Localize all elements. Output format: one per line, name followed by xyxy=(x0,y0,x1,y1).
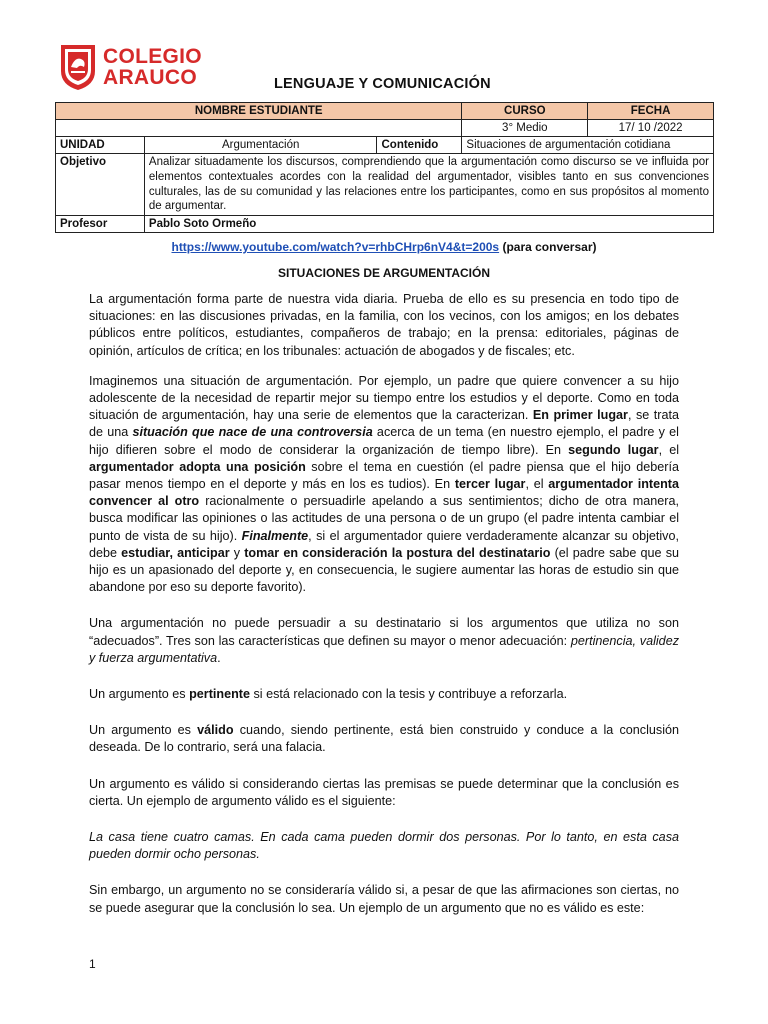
paragraph-8: Sin embargo, un argumento no se consideraría válido si, a pesar de que las afirmaciones son ciertas, no se puede asegurar que la conclusión lo sea. Un ejemplo de un argumento que no es válido es este: xyxy=(89,883,679,915)
text-run: (el padre sabe que su hijo es un apasionado del deporte y, en consecuencia, le sugiere aumentar las horas de estudio sin que abandone por eso su deporte favorito). xyxy=(89,545,679,595)
content-value: Situaciones de argumentación cotidiana xyxy=(462,137,714,154)
teacher-value: Pablo Soto Ormeño xyxy=(144,216,713,233)
date-value: 17/ 10 /2022 xyxy=(588,120,714,137)
header-course: CURSO xyxy=(462,103,588,120)
text-run-bold: estudiar, anticipar xyxy=(121,545,230,560)
text-run-bold: tomar en consideración la postura del destinatario xyxy=(244,545,551,560)
objective-label: Objetivo xyxy=(56,154,145,216)
page-number: 1 xyxy=(89,957,96,971)
youtube-link[interactable]: https://www.youtube.com/watch?v=rhbCHrp6nV4&t=200s xyxy=(171,240,500,254)
student-name-cell[interactable] xyxy=(56,120,462,137)
student-info-table xyxy=(55,102,714,233)
text-run: , si el argumentador quiere verdaderamente alcanzar su objetivo, debe xyxy=(89,528,679,560)
logo-line-2: ARAUCO xyxy=(103,66,197,89)
paragraph-2 xyxy=(89,373,679,597)
text-run: Imaginemos una situación de argumentación. Por ejemplo, un padre que quiere convencer a su hijo adolescente de la necesidad de repartir mejor su tiempo entre los estudios y el deporte. Como en toda situación de argumentación, hay una serie de elementos que la caracterizan. xyxy=(89,373,679,423)
text-run-bold: argumentador adopta una posición xyxy=(89,459,306,474)
text-run: . xyxy=(217,650,221,665)
body-text xyxy=(89,291,679,930)
table-row xyxy=(56,103,714,120)
text-run: , el xyxy=(658,442,679,457)
header-student: NOMBRE ESTUDIANTE xyxy=(56,103,462,120)
text-run: , el xyxy=(525,477,549,492)
text-run-bold: pertinente xyxy=(189,687,250,702)
teacher-label: Profesor xyxy=(56,216,145,233)
paragraph-1: La argumentación forma parte de nuestra vida diaria. Prueba de ello es su presencia en todo tipo de situaciones: en las discusiones privadas, en la familia, con los vecinos, con los amigos; en los debates públicos entre políticos, estudiantes, compañeros de trabajo; en la prensa: editoriales, páginas de opinión, artículos de crítica; en los tribunales: actuación de abogados y de fiscales; etc. xyxy=(89,292,679,358)
text-run-italic: pertinencia, validez y fuerza argumentativa xyxy=(89,633,679,665)
logo-line-1: COLEGIO xyxy=(103,45,202,68)
document-title: LENGUAJE Y COMUNICACIÓN xyxy=(274,76,491,92)
text-run: y xyxy=(229,545,245,560)
paragraph-5 xyxy=(89,722,679,756)
text-run: racionalmente o persuadirle apelando a sus sentimientos; dicho de otra manera, busca modificar las opiniones o las actitudes de una persona o de un grupo (el padre intenta cambiar el punto de vista de su hijo). xyxy=(89,494,680,543)
text-run-bold-italic: Finalmente xyxy=(241,528,309,543)
unit-label: UNIDAD xyxy=(56,137,145,154)
video-link-line xyxy=(0,240,768,254)
table-row xyxy=(56,154,714,216)
text-run-bold: válido xyxy=(197,723,234,738)
text-run-bold: argumentador intenta convencer al otro xyxy=(89,477,680,509)
objective-value: Analizar situadamente los discursos, comprendiendo que la argumentación como discurso se ve influida por elementos contextuales acordes con la realidad del argumentador, visibles tanto en sus convenciones culturales, las de su comunidad y las relaciones entre los participantes, como en sus propósitos al momento de argumentar. xyxy=(144,154,713,216)
text-run: cuando, siendo pertinente, está bien construido y conduce a la conclusión deseada. De lo contrario, será una falacia. xyxy=(89,723,679,755)
logo-text xyxy=(103,46,202,88)
unit-value: Argumentación xyxy=(144,137,377,154)
table-row xyxy=(56,137,714,154)
text-run-bold: tercer lugar xyxy=(454,477,526,492)
header-date: FECHA xyxy=(588,103,714,120)
text-run: acerca de un tema (en nuestro ejemplo, el padre y el hijo difieren sobre el modo de considerar la organización de tiempo libre). En xyxy=(89,425,679,457)
text-run: si está relacionado con la tesis y contribuye a reforzarla. xyxy=(250,687,568,702)
table-row xyxy=(56,216,714,233)
text-run-bold-italic: situación que nace de una controversia xyxy=(132,425,373,440)
school-logo xyxy=(59,43,202,91)
course-value: 3° Medio xyxy=(462,120,588,137)
section-title: SITUACIONES DE ARGUMENTACIÓN xyxy=(277,266,490,280)
text-run: sobre el tema en cuestión (el padre piensa que el hijo debería pasar menos tiempo en el deporte y más en los es tudios). En xyxy=(89,459,679,492)
paragraph-4 xyxy=(89,686,679,703)
content-label: Contenido xyxy=(377,137,462,154)
table-row xyxy=(56,120,714,137)
paragraph-7-example xyxy=(89,829,679,863)
link-suffix: (para conversar) xyxy=(499,240,597,254)
text-run: Un argumento es xyxy=(89,723,198,738)
shield-logo-icon xyxy=(59,43,97,91)
paragraph-6: Un argumento es válido si considerando ciertas las premisas se puede determinar que la conclusión es cierta. Un ejemplo de argumento válido es el siguiente: xyxy=(89,776,679,808)
paragraph-3 xyxy=(89,615,679,667)
text-run-bold: En primer lugar xyxy=(532,408,628,423)
text-run-italic: La casa tiene cuatro camas. En cada cama pueden dormir dos personas. Por lo tanto, en esta casa pueden dormir ocho personas. xyxy=(89,830,679,862)
text-run: Un argumento es xyxy=(89,687,190,702)
text-run: , se trata de una xyxy=(89,408,680,440)
text-run: Una argumentación no puede persuadir a su destinatario si los argumentos que utiliza no son “adecuados”. Tres son las características que definen su mayor o menor adecuación: xyxy=(89,616,679,648)
text-run-bold: segundo lugar xyxy=(568,442,659,457)
